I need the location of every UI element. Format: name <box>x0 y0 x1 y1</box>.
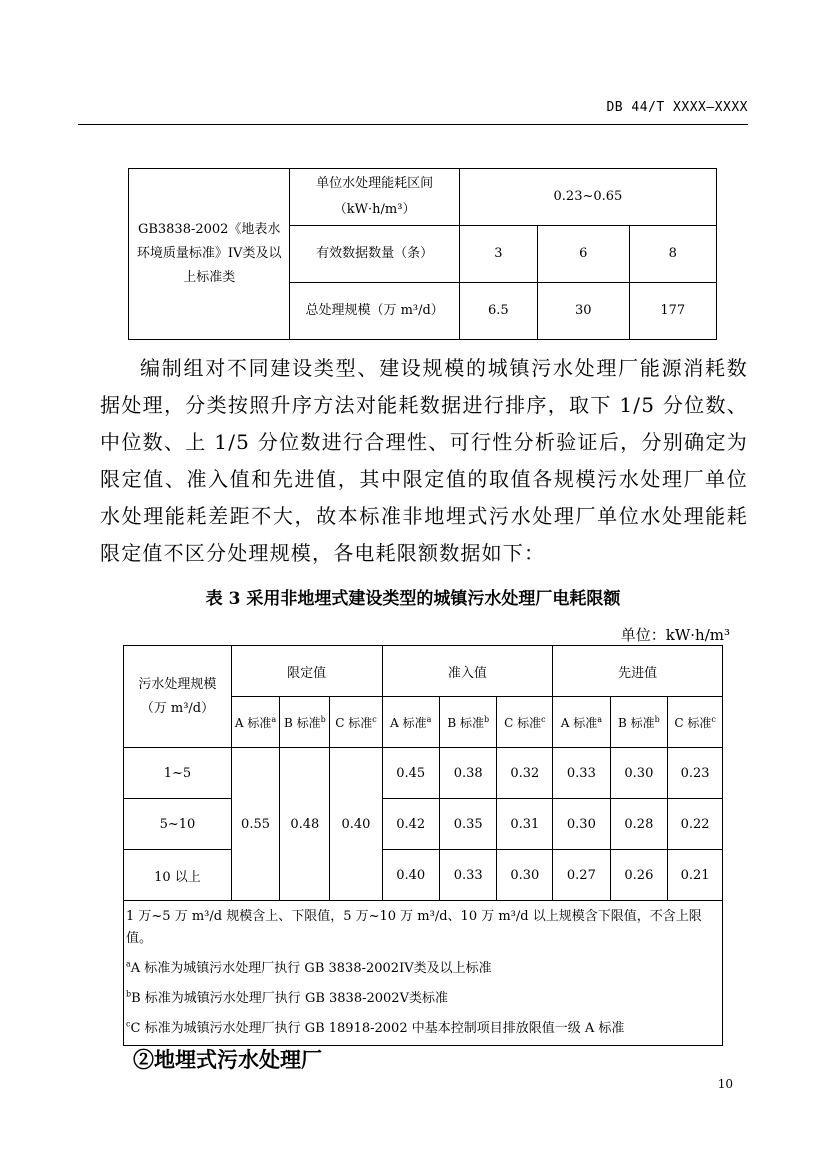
note-b: $^b$B 标准为城镇污水处理厂执行 GB 3838-2002V类标准 <box>126 989 448 1006</box>
power-consumption-table <box>123 645 723 1046</box>
note-scale: 1 万~5 万 m³/d 规模含上、下限值，5 万~10 万 m³/d、10 万 m³/d 以上规模含下限值，不含上限值。 <box>126 909 702 946</box>
group-header-advanced: 先进值 <box>553 646 723 697</box>
data-count-value: 6 <box>537 226 629 283</box>
limit-value-a: 0.55 <box>231 748 279 901</box>
document-code: DB 44/T XXXX—XXXX <box>606 100 748 115</box>
total-scale-value: 177 <box>629 283 716 340</box>
subheader-cell: C 标准$^c$ <box>668 697 723 748</box>
subheader-cell: A 标准$^a$ <box>553 697 610 748</box>
paragraph-text: 编制组对不同建设类型、建设规模的城镇污水处理厂能源消耗数据处理，分类按照升序方法对能耗数据进行排序，取下 1/5 分位数、中位数、上 1/5 分位数进行合理性、可行性分析验证后，分别确定为限定值、准入值和先进值，其中限定值的取值各规模污水处理厂单位水处理能耗差距不大，故本标准非地埋式污水处理厂单位水处理能耗限定值不区分处理规模，各电耗限额数据如下： <box>100 356 748 565</box>
total-scale-value: 30 <box>537 283 629 340</box>
energy-range-value: 0.23~0.65 <box>459 169 716 226</box>
table-notes <box>124 901 723 1046</box>
value-cell: 0.30 <box>553 799 610 850</box>
subheader-cell: C 标准$^c$ <box>497 697 553 748</box>
standard-category-cell: GB3838-2002《地表水环境质量标准》IV类及以上标准类 <box>129 169 290 340</box>
subheader-cell: B 标准$^b$ <box>280 697 330 748</box>
subheader-cell: B 标准$^b$ <box>610 697 668 748</box>
body-paragraph <box>100 350 748 572</box>
scale-cell: 10 以上 <box>124 850 232 901</box>
limit-value-b: 0.48 <box>280 748 330 901</box>
note-c: $^c$C 标准为城镇污水处理厂执行 GB 18918-2002 中基本控制项目排放限值一级 A 标准 <box>126 1019 625 1036</box>
value-cell: 0.21 <box>668 850 723 901</box>
value-cell: 0.32 <box>497 748 553 799</box>
subheader-cell: A 标准$^a$ <box>382 697 439 748</box>
data-count-value: 8 <box>629 226 716 283</box>
value-cell: 0.33 <box>553 748 610 799</box>
total-scale-label: 总处理规模（万 m³/d） <box>290 283 459 340</box>
subheader-cell: C 标准$^c$ <box>330 697 382 748</box>
value-cell: 0.33 <box>439 850 497 901</box>
note-a: $^a$A 标准为城镇污水处理厂执行 GB 3838-2002IV类及以上标准 <box>126 959 492 976</box>
scale-cell: 5~10 <box>124 799 232 850</box>
subheader-cell: A 标准$^a$ <box>231 697 279 748</box>
total-scale-value: 6.5 <box>459 283 537 340</box>
header-rule <box>78 124 748 125</box>
subheader-cell: B 标准$^b$ <box>439 697 497 748</box>
value-cell: 0.40 <box>382 850 439 901</box>
data-count-label: 有效数据数量（条） <box>290 226 459 283</box>
value-cell: 0.45 <box>382 748 439 799</box>
data-count-value: 3 <box>459 226 537 283</box>
scale-cell: 1~5 <box>124 748 232 799</box>
group-header-access: 准入值 <box>382 646 553 697</box>
value-cell: 0.35 <box>439 799 497 850</box>
value-cell: 0.27 <box>553 850 610 901</box>
value-cell: 0.30 <box>610 748 668 799</box>
energy-range-table <box>128 168 717 340</box>
value-cell: 0.38 <box>439 748 497 799</box>
scale-header: 污水处理规模（万 m³/d） <box>124 646 232 748</box>
value-cell: 0.28 <box>610 799 668 850</box>
energy-range-label: 单位水处理能耗区间（kW·h/m³） <box>290 169 459 226</box>
page-number: 10 <box>717 1077 733 1091</box>
limit-value-c: 0.40 <box>330 748 382 901</box>
value-cell: 0.22 <box>668 799 723 850</box>
value-cell: 0.23 <box>668 748 723 799</box>
value-cell: 0.26 <box>610 850 668 901</box>
group-header-limit: 限定值 <box>231 646 382 697</box>
table-unit: 单位：kW·h/m³ <box>620 626 730 644</box>
value-cell: 0.42 <box>382 799 439 850</box>
section-title: ②地埋式污水处理厂 <box>133 1047 322 1072</box>
value-cell: 0.31 <box>497 799 553 850</box>
value-cell: 0.30 <box>497 850 553 901</box>
table-title: 表 3 采用非地埋式建设类型的城镇污水处理厂电耗限额 <box>205 589 621 609</box>
